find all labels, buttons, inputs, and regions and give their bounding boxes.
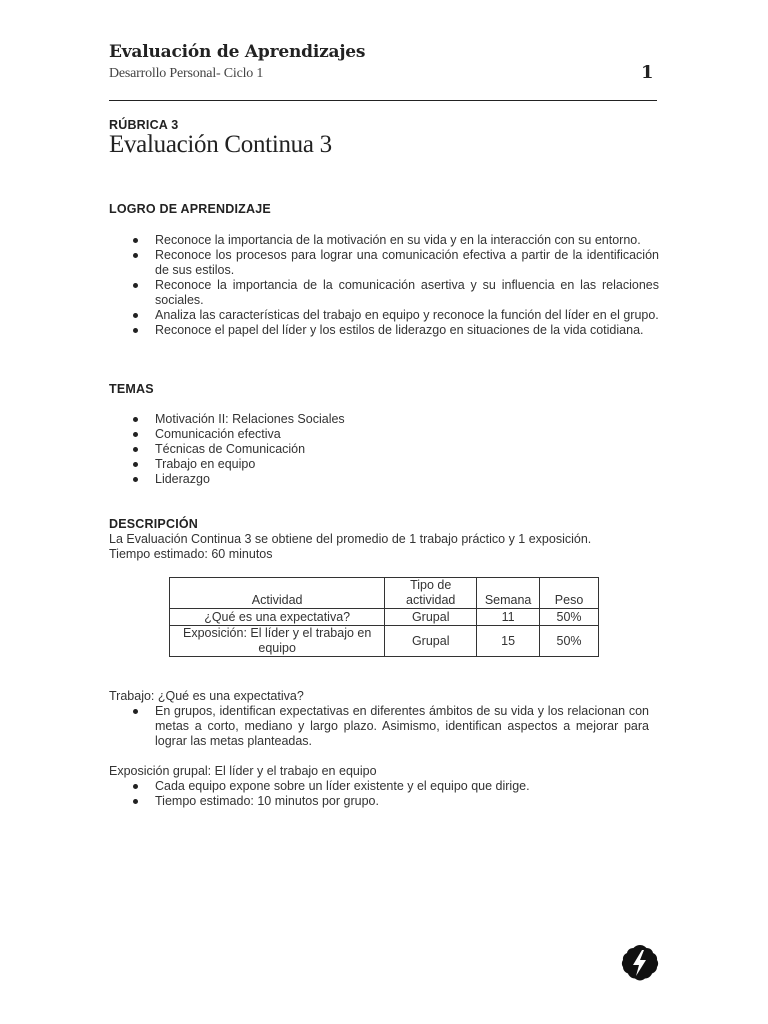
table-cell: 50% xyxy=(540,609,599,626)
column-header: Actividad xyxy=(170,578,385,609)
document-title: Evaluación de Aprendizajes xyxy=(109,42,366,62)
list-item: Reconoce el papel del líder y los estilos de liderazgo en situaciones de la vida cotidiana. xyxy=(109,323,659,338)
column-header: Semana xyxy=(477,578,540,609)
table-cell: Grupal xyxy=(385,626,477,657)
list-item: Comunicación efectiva xyxy=(109,427,659,442)
table-header-row xyxy=(170,578,599,609)
list-item: Trabajo en equipo xyxy=(109,457,659,472)
descripcion-time: Tiempo estimado: 60 minutos xyxy=(109,547,273,561)
logro-heading: LOGRO DE APRENDIZAJE xyxy=(109,202,271,216)
header-divider xyxy=(109,100,657,101)
page-number: 1 xyxy=(641,62,654,83)
table-cell: 50% xyxy=(540,626,599,657)
list-item: Reconoce la importancia de la comunicación asertiva y su influencia en las relaciones sociales. xyxy=(109,278,659,308)
descripcion-text: La Evaluación Continua 3 se obtiene del promedio de 1 trabajo práctico y 1 exposición. xyxy=(109,532,592,546)
table-cell: 11 xyxy=(477,609,540,626)
activities-table xyxy=(169,577,599,657)
list-item: En grupos, identifican expectativas en diferentes ámbitos de su vida y los relacionan con metas a corto, mediano y largo plazo. Asimismo, identifican aspectos a mejorar para lograr las metas planteadas. xyxy=(109,704,649,749)
table-cell: Exposición: El líder y el trabajo en equipo xyxy=(170,626,385,657)
list-item: Reconoce la importancia de la motivación en su vida y en la interacción con su entorno. xyxy=(109,233,659,248)
rubric-title: Evaluación Continua 3 xyxy=(109,131,332,158)
table-cell: ¿Qué es una expectativa? xyxy=(170,609,385,626)
rubric-kicker: RÚBRICA 3 xyxy=(109,118,179,132)
list-item: Tiempo estimado: 10 minutos por grupo. xyxy=(109,794,659,809)
list-item: Motivación II: Relaciones Sociales xyxy=(109,412,659,427)
document-subtitle: Desarrollo Personal- Ciclo 1 xyxy=(109,66,264,81)
exposicion-title: Exposición grupal: El líder y el trabajo en equipo xyxy=(109,764,377,778)
table-row xyxy=(170,626,599,657)
table-cell: 15 xyxy=(477,626,540,657)
brain-bolt-icon xyxy=(620,942,660,982)
temas-list xyxy=(109,412,659,487)
column-header: Tipo de actividad xyxy=(385,578,477,609)
trabajo-title: Trabajo: ¿Qué es una expectativa? xyxy=(109,689,304,703)
descripcion-heading: DESCRIPCIÓN xyxy=(109,517,199,531)
list-item: Técnicas de Comunicación xyxy=(109,442,659,457)
column-header: Peso xyxy=(540,578,599,609)
exposicion-list xyxy=(109,779,659,809)
list-item: Analiza las características del trabajo en equipo y reconoce la función del líder en el grupo. xyxy=(109,308,659,323)
table-row xyxy=(170,609,599,626)
table-cell: Grupal xyxy=(385,609,477,626)
list-item: Liderazgo xyxy=(109,472,659,487)
list-item: Reconoce los procesos para lograr una comunicación efectiva a partir de la identificación de sus estilos. xyxy=(109,248,659,278)
trabajo-list xyxy=(109,704,649,749)
temas-heading: TEMAS xyxy=(109,382,154,396)
logro-list xyxy=(109,233,659,338)
list-item: Cada equipo expone sobre un líder existente y el equipo que dirige. xyxy=(109,779,659,794)
